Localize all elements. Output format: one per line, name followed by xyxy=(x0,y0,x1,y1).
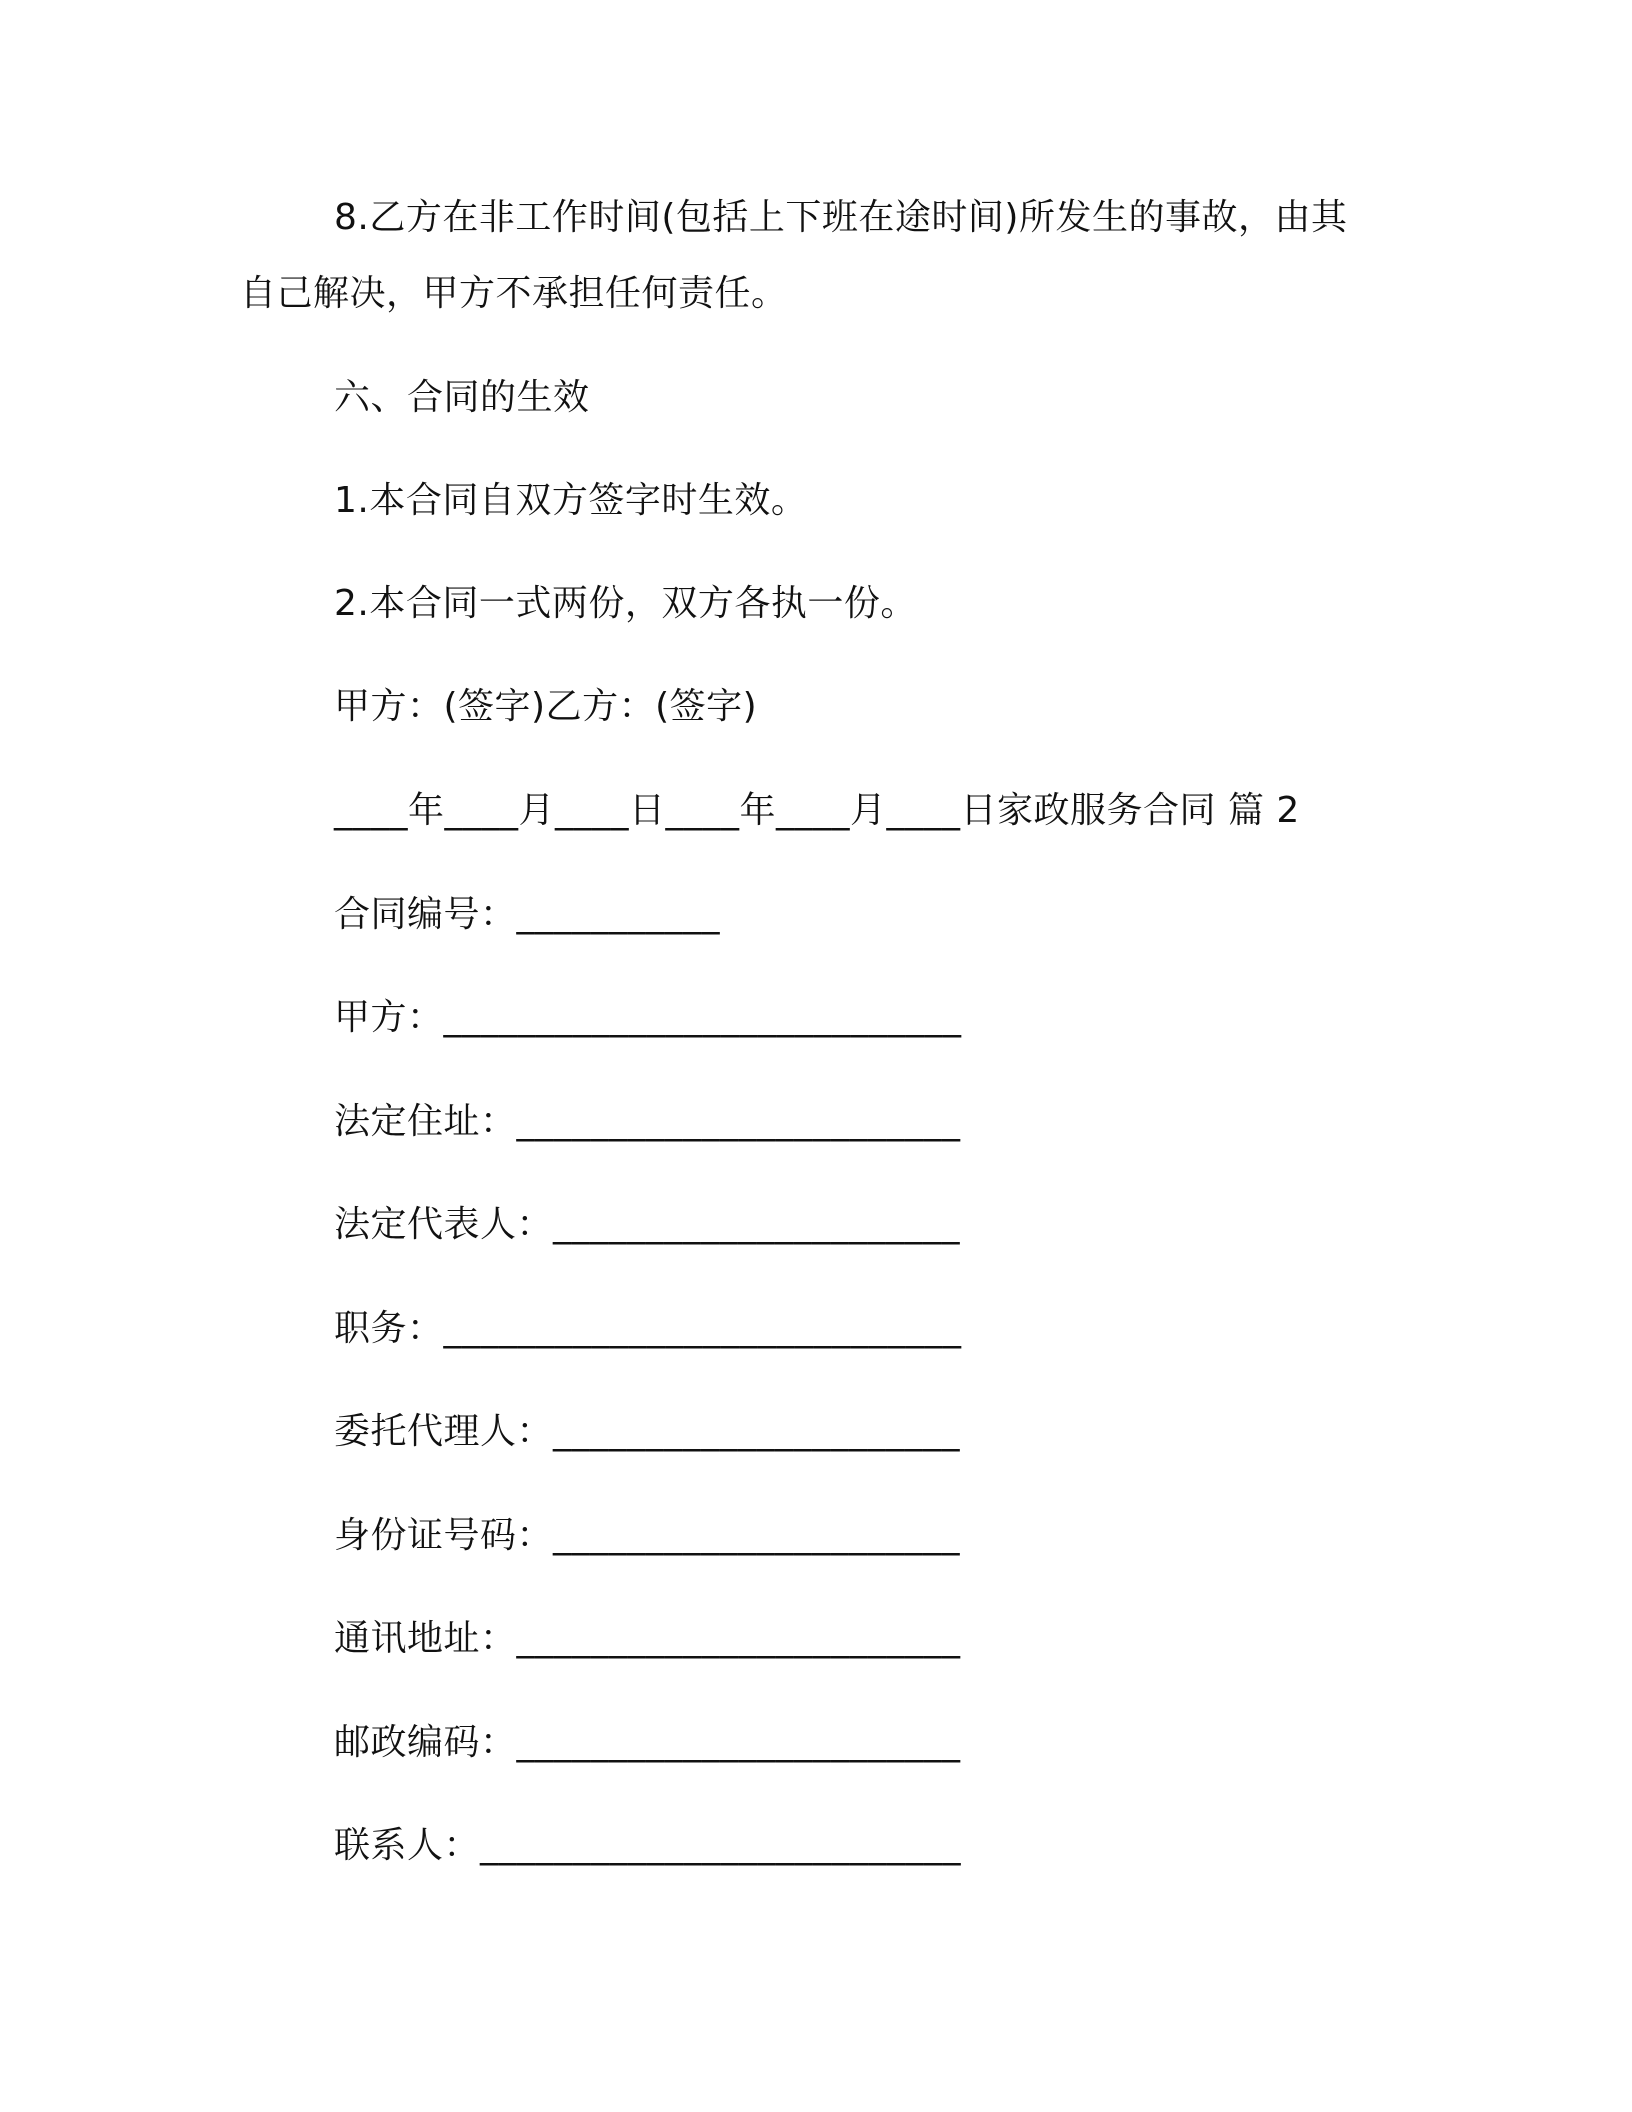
section-heading: 六、合同的生效 xyxy=(334,377,590,418)
agent-field: 委托代理人：______________________ xyxy=(334,1411,961,1452)
party-a-field: 甲方：____________________________ xyxy=(334,997,962,1038)
clause-item-2: 2.本合同一式两份，双方各执一份。 xyxy=(334,583,917,624)
signature-line: 甲方：(签字)乙方：(签字) xyxy=(334,686,758,727)
paragraph-8-line-2: 自己解决，甲方不承担任何责任。 xyxy=(240,273,788,314)
mailing-address-field: 通讯地址：________________________ xyxy=(334,1618,961,1659)
legal-address-field: 法定住址：________________________ xyxy=(334,1101,961,1142)
contact-person-field: 联系人：__________________________ xyxy=(334,1825,962,1866)
paragraph-8-line-1: 8.乙方在非工作时间(包括上下班在途时间)所发生的事故，由其 xyxy=(334,197,1348,238)
date-line: ____年____月____日____年____月____日家政服务合同 篇 2 xyxy=(334,790,1300,831)
legal-representative-field: 法定代表人：______________________ xyxy=(334,1204,961,1245)
postal-code-field: 邮政编码：________________________ xyxy=(334,1722,961,1763)
contract-number-field: 合同编号：___________ xyxy=(334,894,721,935)
clause-item-1: 1.本合同自双方签字时生效。 xyxy=(334,480,808,521)
position-field: 职务：____________________________ xyxy=(334,1308,962,1349)
id-number-field: 身份证号码：______________________ xyxy=(334,1515,961,1556)
